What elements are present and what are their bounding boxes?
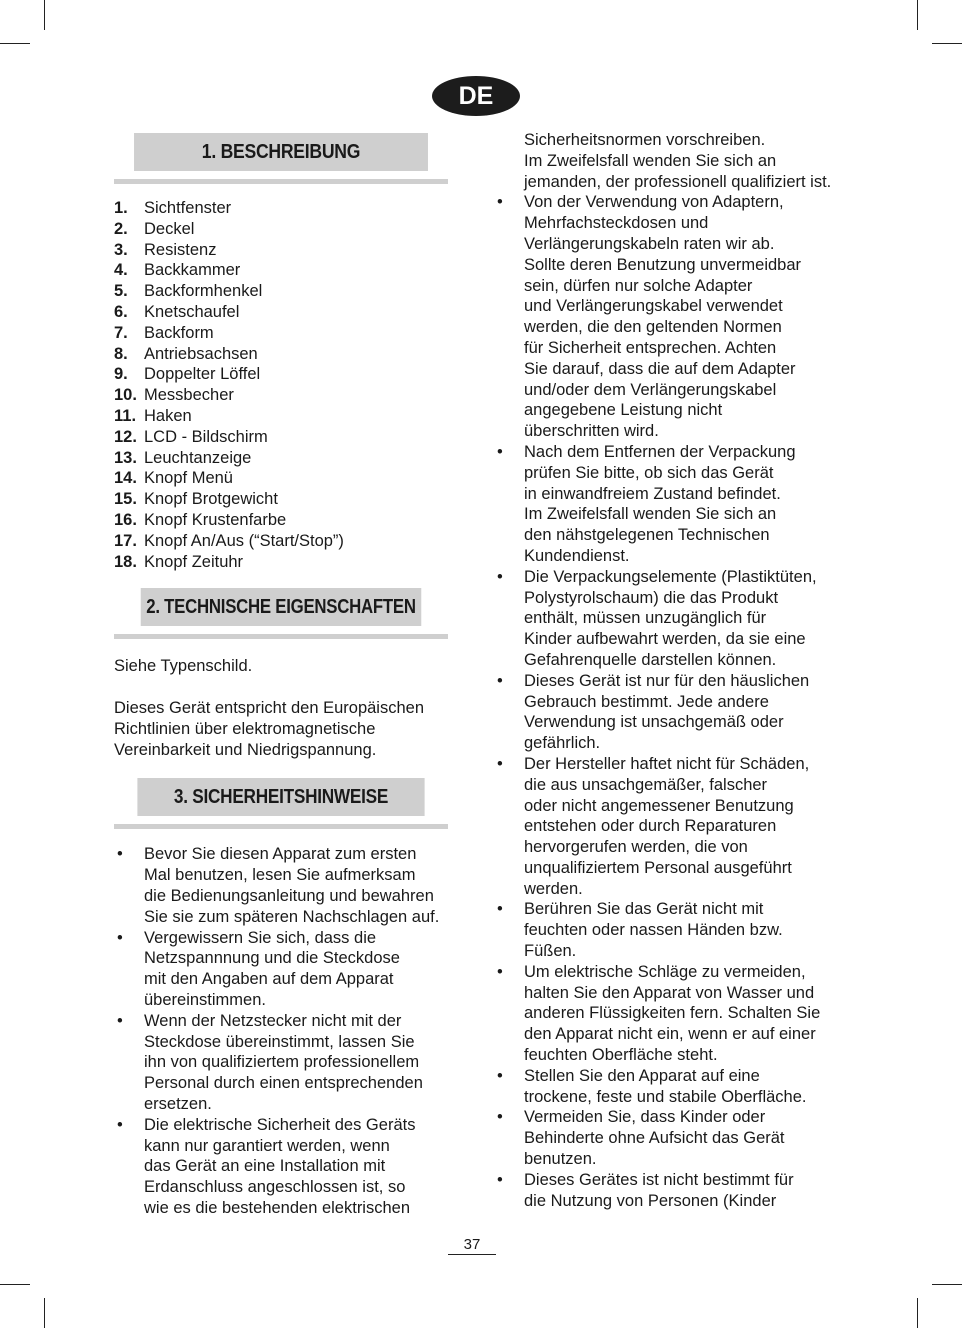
- bullet-marker: •: [497, 962, 503, 981]
- text-line: und Verlängerungskabel verwendet: [524, 297, 783, 316]
- parts-list-item: [114, 468, 454, 489]
- left-column: [114, 133, 454, 1219]
- text-line: mit den Angaben auf dem Apparat: [144, 970, 394, 989]
- item-number: 6.: [114, 302, 128, 321]
- crop-mark: [44, 0, 45, 30]
- item-number: 2.: [114, 219, 128, 238]
- text-line: Dieses Gerät ist nur für den häuslichen: [524, 671, 810, 690]
- bullet-marker: •: [497, 754, 503, 773]
- text-line: Mal benutzen, lesen Sie aufmerksam: [144, 866, 416, 885]
- page-number-rule: [448, 1254, 496, 1255]
- crop-mark: [0, 43, 30, 44]
- bullet-marker: •: [497, 442, 503, 461]
- text-line: Bevor Sie diesen Apparat zum ersten: [144, 845, 417, 864]
- parts-list-item: [114, 240, 454, 261]
- text-line: das Gerät an eine Installation mit: [144, 1157, 386, 1176]
- text-line: in einwandfreiem Zustand befindet.: [524, 484, 781, 503]
- parts-list-item: [114, 260, 454, 281]
- item-label: Resistenz: [144, 240, 217, 259]
- item-number: 1.: [114, 199, 128, 217]
- bullet-marker: •: [117, 928, 123, 947]
- item-label: Doppelter Löffel: [144, 365, 261, 384]
- safety-bullet: [494, 1170, 839, 1212]
- text-line: werden.: [524, 879, 583, 898]
- item-label: Haken: [144, 406, 192, 425]
- parts-list-item: [114, 531, 454, 552]
- parts-list-item: [114, 198, 454, 219]
- safety-bullet: [494, 192, 839, 442]
- text-line: Erdanschluss angeschlossen ist, so: [144, 1178, 406, 1197]
- safety-bullet: [114, 1115, 454, 1219]
- safety-bullet: [494, 1107, 839, 1169]
- text-line: Richtlinien über elektromagnetische: [114, 720, 376, 739]
- text-line: Der Hersteller haftet nicht für Schäden,: [524, 754, 810, 773]
- text-line: angegebene Leistung nicht: [524, 401, 723, 420]
- bullet-marker: •: [117, 1011, 123, 1030]
- text-line: Wenn der Netzstecker nicht mit der: [144, 1011, 402, 1030]
- safety-bullet: [114, 928, 454, 1011]
- item-label: Backform: [144, 323, 214, 342]
- parts-list-item: [114, 552, 454, 573]
- text-line: Sollte deren Benutzung unvermeidbar: [524, 255, 802, 274]
- text-line: Verwendung ist unsachgemäß oder: [524, 713, 784, 732]
- crop-mark: [932, 43, 962, 44]
- text-line: Polystyrolschaum) die das Produkt: [524, 588, 779, 607]
- text-line: Berühren Sie das Gerät nicht mit: [524, 900, 764, 919]
- item-number: 5.: [114, 282, 128, 301]
- text-line: enthält, müssen unzugänglich für: [524, 609, 767, 628]
- parts-list-item: [114, 510, 454, 531]
- text-line: hervorgerufen werden, die von: [524, 838, 748, 857]
- text-line: die Nutzung von Personen (Kinder: [524, 1191, 777, 1210]
- technical-note: Siehe Typenschild.: [114, 657, 253, 676]
- safety-bullet: [494, 671, 839, 754]
- text-line: Sicherheitsnormen vorschreiben.: [524, 131, 766, 149]
- text-line: Füßen.: [524, 942, 577, 961]
- parts-list-item: [114, 364, 454, 385]
- item-number: 13.: [114, 448, 137, 467]
- text-line: sein, dürfen nur solche Adapter: [524, 276, 753, 295]
- text-line: Vereinbarkeit und Niedrigspannung.: [114, 741, 377, 760]
- text-line: Gefahrenquelle darstellen können.: [524, 650, 777, 669]
- crop-mark: [917, 0, 918, 30]
- item-number: 4.: [114, 261, 128, 280]
- text-line: unqualifiziertem Personal ausgeführt: [524, 858, 792, 877]
- text-line: übereinstimmen.: [144, 990, 266, 1009]
- text-line: feuchten Oberfläche steht.: [524, 1046, 718, 1065]
- bullet-marker: •: [117, 845, 123, 864]
- text-line: wie es die bestehenden elektrischen: [144, 1198, 411, 1217]
- item-label: Backkammer: [144, 261, 241, 280]
- text-line: die aus unsachgemäßer, falscher: [524, 775, 768, 794]
- item-number: 15.: [114, 490, 137, 509]
- parts-list-item: [114, 344, 454, 365]
- parts-list-item: [114, 385, 454, 406]
- safety-list-left: [114, 844, 454, 1218]
- bullet-marker: •: [497, 900, 503, 919]
- text-line: ihn von qualifiziertem professionellem: [144, 1053, 420, 1072]
- safety-bullet: [114, 844, 454, 927]
- bullet-marker: •: [497, 193, 503, 212]
- parts-list-item: [114, 406, 454, 427]
- item-label: Knopf Menü: [144, 469, 233, 488]
- text-line: Dieses Gerät entspricht den Europäischen: [114, 699, 425, 718]
- safety-continuation: [494, 130, 839, 192]
- bullet-marker: •: [497, 671, 503, 690]
- text-line: werden, die den geltenden Normen: [524, 318, 782, 337]
- bullet-marker: •: [497, 1170, 503, 1189]
- item-number: 12.: [114, 427, 137, 446]
- text-line: für Sicherheit entsprechen. Achten: [524, 338, 777, 357]
- parts-list-item: [114, 323, 454, 344]
- text-line: Vermeiden Sie, dass Kinder oder: [524, 1108, 766, 1127]
- text-line: Die elektrische Sicherheit des Geräts: [144, 1115, 416, 1134]
- item-number: 16.: [114, 510, 137, 529]
- text-line: Dieses Gerätes ist nicht bestimmt für: [524, 1170, 794, 1189]
- section-heading-technical: 2. TECHNISCHE EIGENSCHAFTEN: [141, 588, 422, 626]
- item-number: 3.: [114, 240, 128, 259]
- safety-list-right: [494, 192, 839, 1211]
- text-line: prüfen Sie bitte, ob sich das Gerät: [524, 463, 774, 482]
- text-line: Die Verpackungselemente (Plastiktüten,: [524, 567, 817, 586]
- text-line: Gebrauch bestimmt. Jede andere: [524, 692, 769, 711]
- safety-bullet: [494, 567, 839, 671]
- item-label: Leuchtanzeige: [144, 448, 252, 467]
- text-line: Kinder aufbewahrt werden, da sie eine: [524, 630, 806, 649]
- text-line: gefährlich.: [524, 734, 601, 753]
- text-line: und/oder dem Verlängerungskabel: [524, 380, 777, 399]
- bullet-marker: •: [497, 1066, 503, 1085]
- text-line: kann nur garantiert werden, wenn: [144, 1136, 390, 1155]
- text-line: Stellen Sie den Apparat auf eine: [524, 1066, 760, 1085]
- safety-bullet: [494, 1066, 839, 1108]
- section-rule: [114, 634, 448, 639]
- item-label: Knopf Brotgewicht: [144, 490, 278, 509]
- parts-list-item: [114, 302, 454, 323]
- text-line: Im Zweifelsfall wenden Sie sich an: [524, 151, 777, 170]
- text-line: Sie darauf, dass die auf dem Adapter: [524, 359, 796, 378]
- parts-list: [114, 198, 454, 572]
- right-column: [494, 130, 839, 1211]
- item-number: 18.: [114, 552, 137, 571]
- text-line: Nach dem Entfernen der Verpackung: [524, 442, 796, 461]
- parts-list-item: [114, 281, 454, 302]
- crop-mark: [44, 1298, 45, 1328]
- safety-bullet: [494, 442, 839, 567]
- text-line: trockene, feste und stabile Oberfläche.: [524, 1087, 807, 1106]
- item-number: 17.: [114, 531, 137, 550]
- item-number: 10.: [114, 386, 137, 405]
- text-line: Um elektrische Schläge zu vermeiden,: [524, 962, 806, 981]
- text-line: Netzspannnung und die Steckdose: [144, 949, 400, 968]
- text-line: anderen Flüssigkeiten fern. Schalten Sie: [524, 1004, 821, 1023]
- text-line: Personal durch einen entsprechenden: [144, 1074, 423, 1093]
- text-line: feuchten oder nassen Händen bzw.: [524, 921, 783, 940]
- parts-list-item: [114, 448, 454, 469]
- text-line: jemanden, der professionell qualifiziert ist.: [524, 172, 832, 191]
- item-number: 8.: [114, 344, 128, 363]
- text-line: Mehrfachsteckdosen und: [524, 214, 709, 233]
- bullet-marker: •: [117, 1115, 123, 1134]
- safety-bullet: [494, 754, 839, 900]
- item-number: 14.: [114, 469, 137, 488]
- crop-mark: [932, 1284, 962, 1285]
- text-line: benutzen.: [524, 1150, 597, 1169]
- item-label: Messbecher: [144, 386, 234, 405]
- crop-mark: [0, 1284, 30, 1285]
- text-line: Behinderte ohne Aufsicht das Gerät: [524, 1129, 785, 1148]
- item-label: Deckel: [144, 219, 195, 238]
- item-label: LCD - Bildschirm: [144, 427, 268, 446]
- item-label: Knetschaufel: [144, 302, 240, 321]
- section-rule: [114, 179, 448, 184]
- text-line: entstehen oder durch Reparaturen: [524, 817, 777, 836]
- page-number: 37: [463, 1236, 481, 1253]
- text-line: Im Zweifelsfall wenden Sie sich an: [524, 505, 777, 524]
- safety-bullet: [494, 962, 839, 1066]
- text-line: Von der Verwendung von Adaptern,: [524, 193, 784, 212]
- text-line: oder nicht angemessener Benutzung: [524, 796, 794, 815]
- text-line: Vergewissern Sie sich, dass die: [144, 928, 377, 947]
- text-line: halten Sie den Apparat von Wasser und: [524, 983, 815, 1002]
- item-label: Backformhenkel: [144, 282, 263, 301]
- item-number: 7.: [114, 323, 128, 342]
- text-line: Kundendienst.: [524, 546, 630, 565]
- section-heading-description: 1. BESCHREIBUNG: [134, 133, 428, 171]
- text-line: ersetzen.: [144, 1094, 212, 1113]
- safety-bullet: [494, 899, 839, 961]
- bullet-marker: •: [497, 567, 503, 586]
- compliance-text: [114, 698, 454, 761]
- item-label: Antriebsachsen: [144, 344, 258, 363]
- parts-list-item: [114, 427, 454, 448]
- text-line: Verlängerungskabeln raten wir ab.: [524, 234, 775, 253]
- item-label: Knopf An/Aus (“Start/Stop”): [144, 531, 344, 550]
- text-line: den nähstgelegenen Technischen: [524, 526, 770, 545]
- text-line: Steckdose übereinstimmt, lassen Sie: [144, 1032, 415, 1051]
- safety-bullet: [114, 1011, 454, 1115]
- text-line: den Apparat nicht ein, wenn er auf einer: [524, 1025, 816, 1044]
- crop-mark: [917, 1298, 918, 1328]
- section-rule: [114, 824, 448, 829]
- bullet-marker: •: [497, 1108, 503, 1127]
- item-number: 11.: [114, 406, 137, 425]
- item-label: Knopf Zeituhr: [144, 552, 244, 571]
- parts-list-item: [114, 489, 454, 510]
- item-label: Knopf Krustenfarbe: [144, 510, 287, 529]
- language-badge: DE: [432, 76, 520, 116]
- text-line: überschritten wird.: [524, 422, 659, 441]
- parts-list-item: [114, 219, 454, 240]
- item-number: 9.: [114, 365, 128, 384]
- item-label: Sichtfenster: [144, 199, 232, 217]
- text-line: Sie sie zum späteren Nachschlagen auf.: [144, 907, 440, 926]
- section-heading-safety: 3. SICHERHEITSHINWEISE: [137, 778, 424, 816]
- text-line: die Bedienungsanleitung und bewahren: [144, 886, 434, 905]
